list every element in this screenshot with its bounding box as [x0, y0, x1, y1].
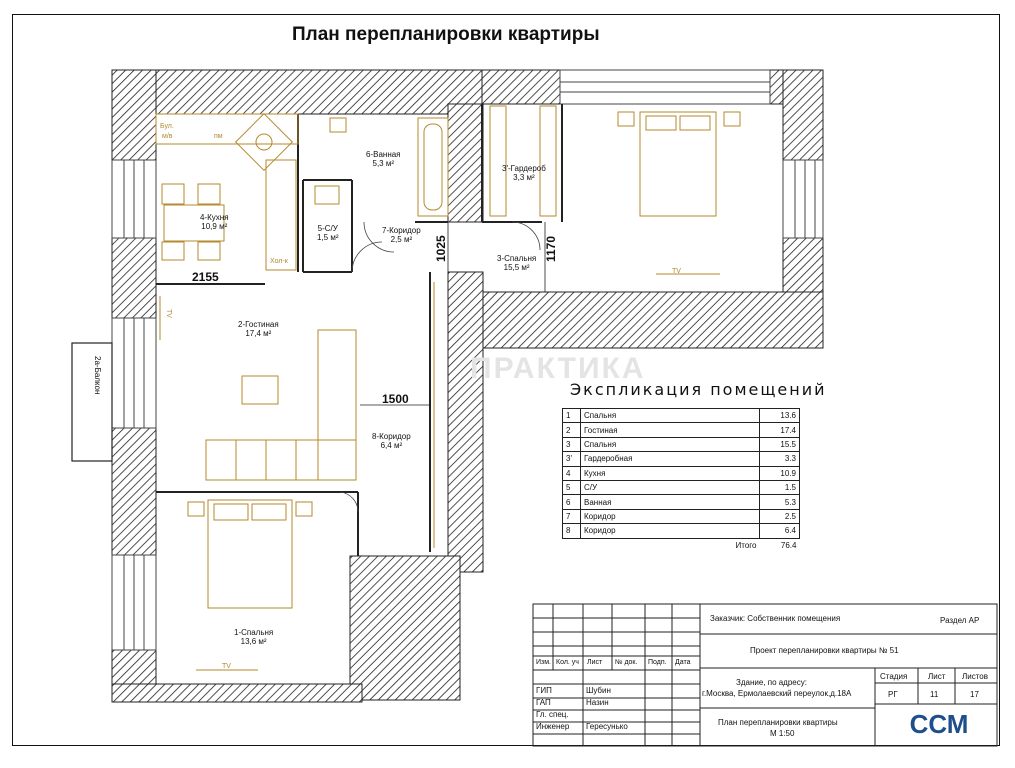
explication-row	[563, 509, 800, 523]
explication-row	[563, 423, 800, 437]
room-label-7	[382, 226, 421, 244]
explication-cell-area: 17.4	[760, 423, 800, 437]
stamp-customer: Заказчик: Собственник помещения	[710, 614, 841, 623]
room-1-name: 1-Спальня	[234, 628, 274, 637]
stamp-sheet-title-1: План перепланировки квартиры	[718, 718, 838, 727]
dimension-1025: 1025	[434, 235, 448, 262]
room-6-area: 5,3 м²	[372, 159, 395, 168]
stamp-project: Проект перепланировки квартиры № 51	[750, 646, 899, 655]
room-label-4	[200, 213, 229, 231]
explication-cell-area: 2.5	[760, 509, 800, 523]
room-5-area: 1,5 м²	[317, 233, 339, 242]
explication-cell-n: 3	[563, 437, 581, 451]
room-label-1	[234, 628, 273, 646]
stamp-person-name: Назин	[586, 698, 609, 707]
stamp-col-sheets: Листов	[962, 672, 988, 681]
stamp-head-cell: Лист	[587, 659, 603, 666]
stamp-head-cell: Кол. уч	[556, 659, 579, 666]
room-8-name: 8-Коридор	[372, 432, 411, 441]
explication-total-value: 76.4	[780, 540, 797, 550]
room-label-3	[497, 254, 536, 272]
explication-cell-name: Гостиная	[581, 423, 760, 437]
room-4-name: 4-Кухня	[200, 213, 229, 222]
explication-cell-n: 2	[563, 423, 581, 437]
room-label-3a	[502, 164, 546, 182]
stamp-building-2: г.Москва, Ермолаевский переулок,д.18А	[702, 689, 852, 698]
room-2-area: 17,4 м²	[245, 329, 272, 338]
room-3a-area: 3,3 м²	[513, 173, 535, 182]
explication-row	[563, 437, 800, 451]
room-label-6	[366, 150, 401, 168]
room-label-2	[238, 320, 279, 338]
balcony	[72, 343, 112, 461]
stamp-sheet: 11	[930, 690, 939, 699]
room-7-area: 2,5 м²	[390, 235, 413, 244]
explication-cell-area: 6.4	[760, 524, 800, 538]
dimension-1170: 1170	[544, 235, 558, 262]
explication-cell-area: 15.5	[760, 437, 800, 451]
explication-cell-name: Коридор	[581, 524, 760, 538]
stamp-person-name: Шубин	[586, 686, 611, 695]
stamp-person-role: Гл. спец.	[536, 710, 569, 719]
stamp-person-role: Инженер	[536, 722, 570, 731]
stamp-person-role: ГАП	[536, 698, 551, 707]
stamp-head-cell: Подп.	[648, 659, 667, 666]
explication-row	[563, 524, 800, 538]
explication-cell-n: 7	[563, 509, 581, 523]
explication-cell-name: Кухня	[581, 466, 760, 480]
stamp-head-cell: Дата	[675, 659, 691, 666]
explication-cell-n: 3'	[563, 452, 581, 466]
stamp-col-sheet: Лист	[928, 672, 946, 681]
room-7-name: 7-Коридор	[382, 226, 421, 235]
explication-cell-n: 4	[563, 466, 581, 480]
stamp-head-cell: № док.	[615, 659, 638, 666]
room-label-5	[317, 224, 339, 242]
explication-row	[563, 452, 800, 466]
dimension-1500: 1500	[382, 392, 409, 406]
stamp-person-name: Гересунько	[586, 722, 628, 731]
explication-cell-name: С/У	[581, 480, 760, 494]
explication-cell-n: 6	[563, 495, 581, 509]
explication-cell-name: Коридор	[581, 509, 760, 523]
balcony-label: 2а-Балкон	[93, 356, 102, 395]
stamp-section: Раздел АР	[940, 616, 980, 625]
explication-cell-n: 1	[563, 409, 581, 423]
room-6-name: 6-Ванная	[366, 150, 401, 159]
room-2-name: 2-Гостиная	[238, 320, 279, 329]
room-4-area: 10,9 м²	[201, 222, 228, 231]
explication-total-label: Итого	[735, 540, 757, 550]
stamp-stage: РГ	[888, 690, 898, 699]
explication-row	[563, 495, 800, 509]
explication-cell-name: Спальня	[581, 437, 760, 451]
stamp-sheet-title-2: М 1:50	[770, 729, 795, 738]
explication-cell-area: 5.3	[760, 495, 800, 509]
company-logo-text: ССМ	[909, 709, 969, 739]
stamp-person-role: ГИП	[536, 686, 552, 695]
room-3-area: 15,5 м²	[503, 263, 530, 272]
fixture-label-mv: м/в	[162, 133, 173, 140]
explication-cell-name: Ванная	[581, 495, 760, 509]
stamp-building-1: Здание, по адресу:	[736, 678, 807, 687]
room-3a-name: 3'-Гардероб	[502, 164, 546, 173]
dimension-2155: 2155	[192, 270, 219, 284]
explication-table	[562, 408, 800, 552]
explication-cell-area: 13.6	[760, 409, 800, 423]
room-1-area: 13,6 м²	[240, 637, 267, 646]
stamp-col-stage: Стадия	[880, 672, 908, 681]
room-label-8	[372, 432, 411, 450]
explication-row	[563, 466, 800, 480]
tv-label-bedroom-1: TV	[222, 663, 231, 670]
explication-cell-name: Гардеробная	[581, 452, 760, 466]
explication-cell-area: 1.5	[760, 480, 800, 494]
room-8-area: 6,4 м²	[380, 441, 403, 450]
explication-row	[563, 409, 800, 423]
room-5-name: 5-С/У	[317, 224, 338, 233]
explication-cell-n: 5	[563, 480, 581, 494]
room-3-name: 3-Спальня	[497, 254, 537, 263]
plan-title: План перепланировки квартиры	[292, 24, 600, 45]
tv-label-bedroom-3: TV	[672, 268, 681, 275]
explication-cell-n: 8	[563, 524, 581, 538]
explication-title: Экспликация помещений	[570, 380, 827, 399]
explication-row	[563, 480, 800, 494]
explication-total-row	[563, 538, 800, 552]
stamp-head-cell: Изм.	[536, 659, 551, 666]
fixture-label-pm: пм	[214, 133, 223, 140]
explication-cell-area: 3.3	[760, 452, 800, 466]
tv-label-living: TV	[164, 309, 172, 318]
fixture-label-bul: Бул.	[160, 123, 174, 130]
watermark: ПРАКТИКА	[470, 352, 646, 385]
explication-cell-area: 10.9	[760, 466, 800, 480]
company-logo	[893, 708, 985, 740]
fixture-label-fridge: Хол-к	[270, 258, 288, 265]
explication-cell-name: Спальня	[581, 409, 760, 423]
stamp-sheets: 17	[970, 690, 979, 699]
